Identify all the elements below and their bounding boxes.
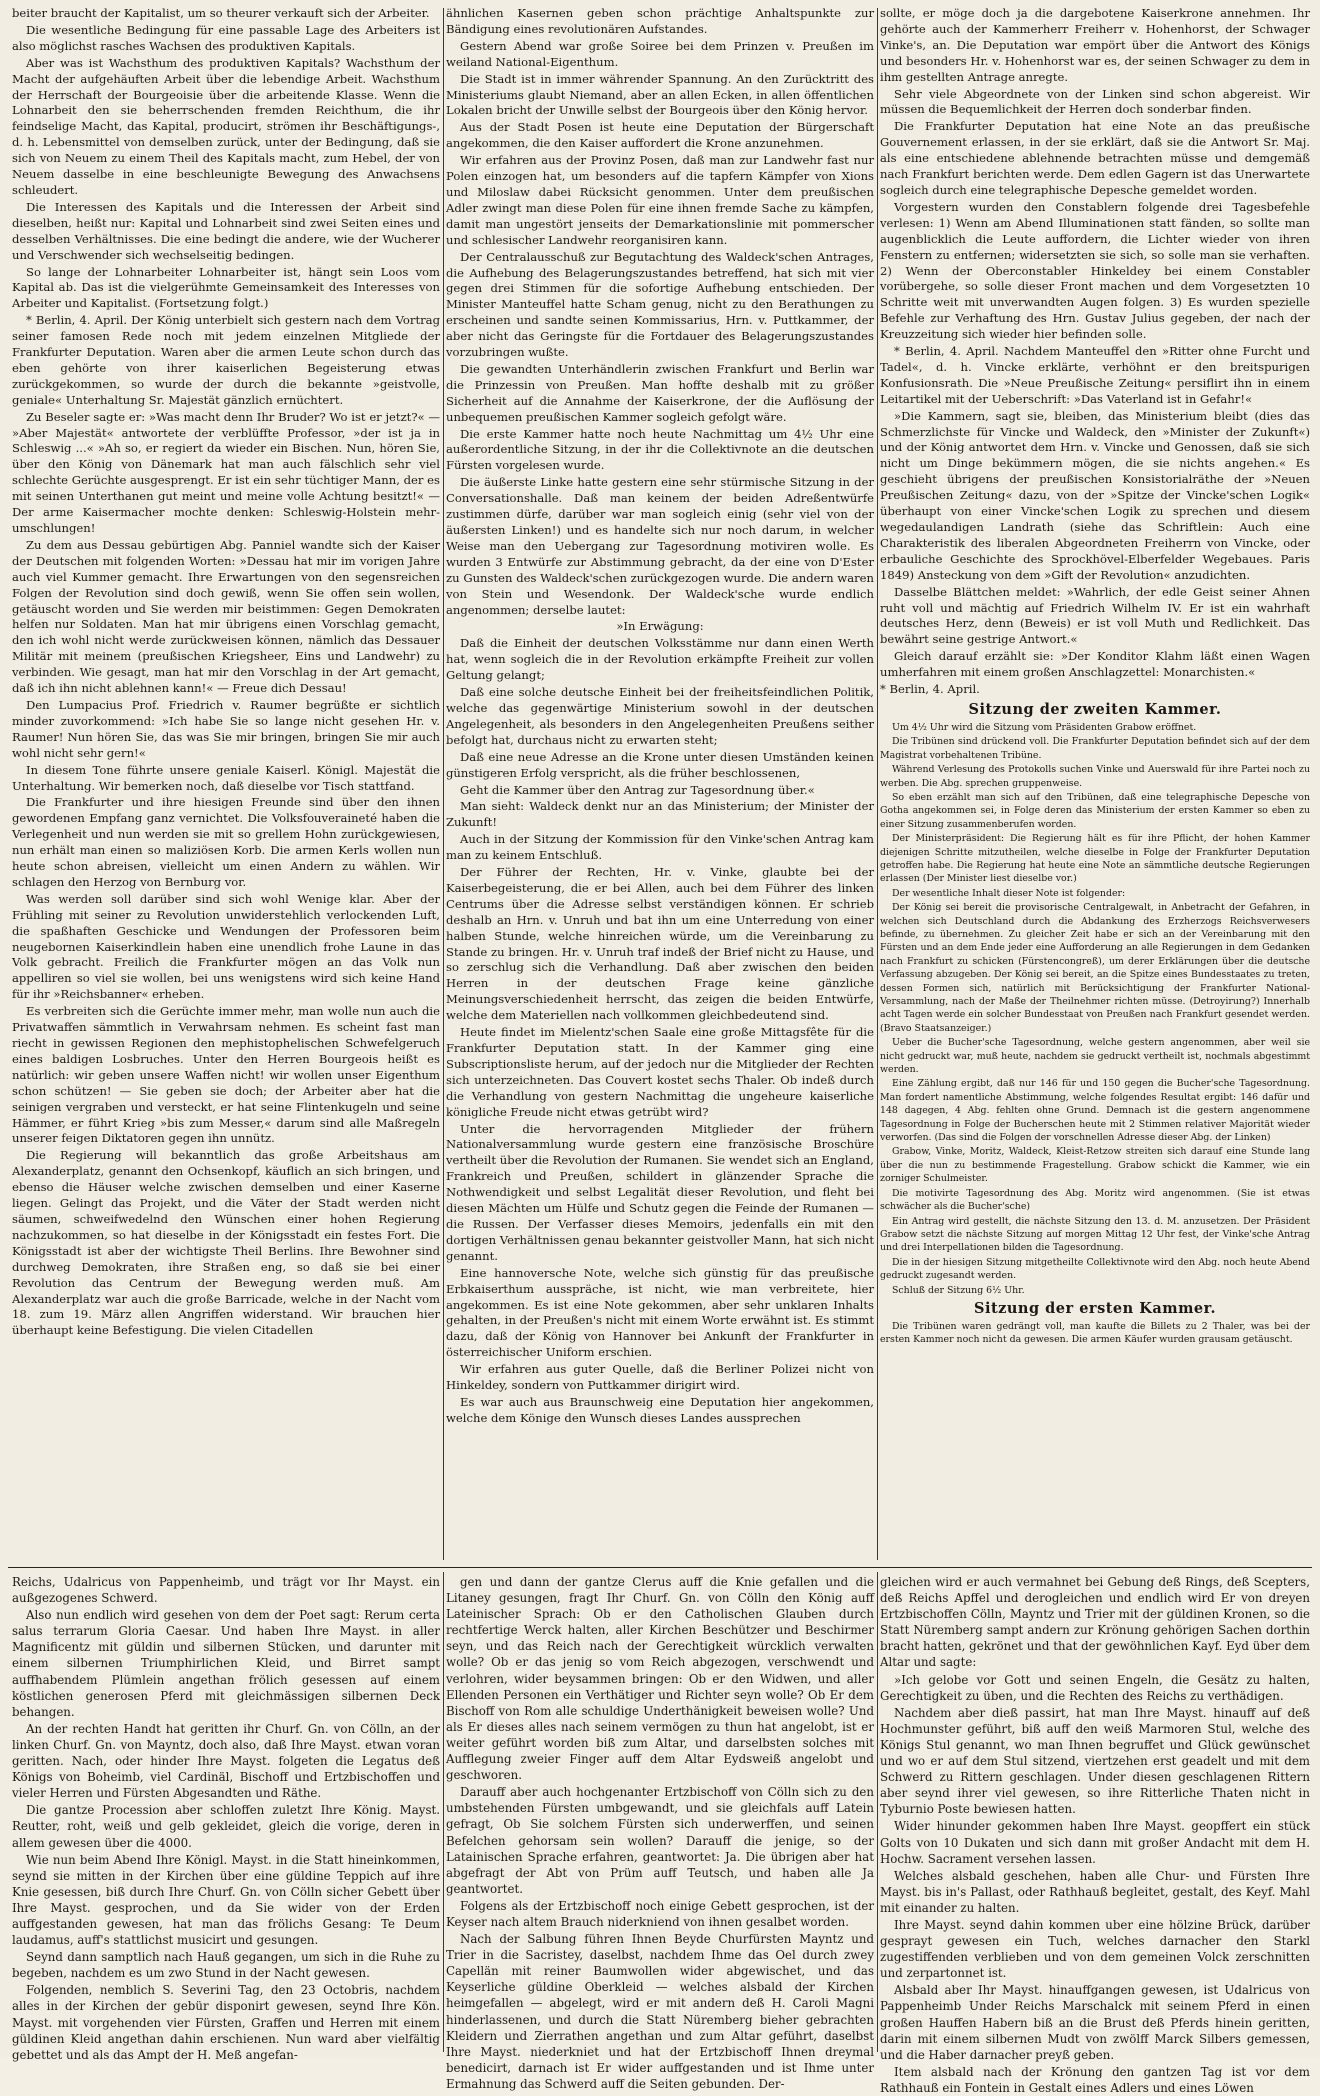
kammer1-heading: Sitzung der ersten Kammer. [973, 1299, 1217, 1317]
paragraph: »In Erwägung: [616, 619, 704, 634]
paragraph: Darauff aber auch hochgenanter Ertzbischoff von Cölln sich zu den umbstehenden Fürsten umbgewandt, und sie gleichfals auff Latein gefragt, Ob Sie solchem Fürsten sich underwerffen, und seinen Befelchen gehorsam sein wollen? Darauff die jenige, so der Latainischen Sprache erfahren, geantwortet: Ja. Die übrigen aber hat abgefragt der Abt von Prüm auff Teutsch, und haben alle Ja geantwortet. [446, 1785, 874, 1896]
bottom-column-1 [12, 1574, 440, 2062]
paragraph: Die äußerste Linke hatte gestern eine sehr stürmische Sitzung in der Conversationshalle. Daß man keinem der beiden Adreßentwürfe zustimmen dürfe, darüber war man sogleich einig (sehr viel von der äußersten Linken!) und es handelte sich nur noch darum, in welcher Weise man den Uebergang zur Tagesordnung motiviren wolle. Es wurden 3 Entwürfe zur Abstimmung gebracht, da der eine von D'Ester zu Gunsten des Waldeck'schen zurückgezogen wurde. Die andern waren von Stein und Wesendonk. Der Waldeck'sche wurde endlich angenommen; derselbe lautet: [446, 475, 874, 617]
paragraph: Zu Beseler sagte er: »Was macht denn Ihr Bruder? Wo ist er jetzt?« — »Aber Majestät« antwortete der verblüffte Professor, »der ist ja in Schleswig ...« »Ah so, er regiert da wieder ein Bischen. Nun, hören Sie, über den König von Dänemark hat man auch fälschlich sehr viel schlechte Gerüchte ausgesprengt. Er ist ein sehr tüchtiger Mann, der es mit seinen Unterthanen gut meint und meine volle Achtung besitzt!« — Der arme Kaisermacher mochte denken: Schleswig-Holstein mehr-umschlungen! [12, 409, 440, 535]
paragraph: Also nun endlich wird gesehen von dem der Poet sagt: Rerum certa salus terrarum Gloria Caesar. Und haben Ihre Mayst. in aller Magnificentz mit güldin und silbernen Stücken, und darunter mit einem silbernen Triumphirlichen Kleid, und Birret sampt auffhabendem Plümlein angethan frölich gesessen auf einem köstlichen generosen Pferd mit gleichmässigen silbernen Deck behangen. [12, 1608, 440, 1719]
paragraph: gleichen wird er auch vermahnet bei Gebung deß Rings, deß Scepters, deß Reichs Apffel und derogleichen und endlich wird Er von dreyen Ertzbischoffen Cölln, Mayntz und Trier mit der güldinen Kronen, so die Statt Nüremberg sampt andern zur Krönung gehörigen Sachen dorthin bracht hatten, gekrönet und that der gewöhnlichen Kayf. Eyd über dem Altar und sagte: [880, 1575, 1310, 1670]
report-paragraph: Die Tribünen waren gedrängt voll, man kaufte die Billets zu 2 Thaler, was bei der ersten Kammer noch nicht da gewesen. Die armen Käufer wurden grausam getäuscht. [880, 1320, 1310, 1346]
top-column-3 [880, 6, 1310, 1562]
paragraph: Nachdem aber dieß passirt, hat man Ihre Mayst. hinauff auf deß Hochmunster geführt, biß auff den weiß Marmoren Stul, welche des Königs Stul genannt, wo man Ihnen begruffet und Glück gewünschet und wo er auf dem Stul sitzend, viertzehen erst geadelt und mit dem Schwerd zu Rittern geschlagen. Under diesen geschlagenen Rittern aber seynd ihrer viel gewesen, so ihre Ritterliche Thaten nicht in Tyburnio Poste bewiesen hatten. [880, 1705, 1310, 1817]
paragraph: beiter braucht der Kapitalist, um so theurer verkauft sich der Arbeiter. [12, 6, 430, 20]
paragraph: Sehr viele Abgeordnete von der Linken sind schon abgereist. Wir müssen die Bequemlichkeit der Herren doch sonderbar finden. [880, 86, 1310, 117]
report-paragraph: Schluß der Sitzung 6½ Uhr. [892, 1284, 1025, 1296]
paragraph: Was werden soll darüber sind sich wohl Wenige klar. Aber der Frühling mit seiner zu Revolution unwiderstehlich verlockenden Luft, die spaßhaften Geschicke und Wendungen der Professoren beim neugebornen Kaiserkindlein haben eine unendlich frohe Laune in das Volk gebracht. Freilich die Frankfurter mögen an das Volk nun appelliren so viel sie wollen, bei uns wenigstens wird sich keine Hand für ihr »Reichsbanner« erheben. [12, 891, 440, 1002]
column-rule [877, 8, 878, 1560]
report-paragraph: Die in der hiesigen Sitzung mitgetheilte Collektivnote wird den Abg. noch heute Abend gedruckt zugesandt werden. [880, 1256, 1310, 1282]
top-column-1 [12, 6, 440, 1562]
report-paragraph: Die Tribünen sind drückend voll. Die Frankfurter Deputation befindet sich auf der dem Magistrat vorbehaltenen Tribüne. [880, 736, 1310, 761]
paragraph: Item alsbald nach der Krönung den gantzen Tag ist vor dem Rathhauß ein Fontein in Gestalt eines Adlers und eines Löwen [880, 2064, 1310, 2095]
report-paragraph: So eben erzählt man sich auf den Tribünen, daß eine telegraphische Depesche von Gotha angekommen sei, in Folge deren das Ministerium der ersten Kammer so eben zu einer Sitzung zusammenberufen worden. [880, 791, 1310, 830]
paragraph: Alsbald aber Ihr Mayst. hinauffgangen gewesen, ist Udalricus von Pappenheimb Under Reichs Marschalck mit seinem Pferd in einen großen Hauffen Habern biß an die Brust deß Pferds hinein geritten, darin mit einem silbernen Mudt von zwölff Marck Silbers gemessen, und die Haber darnacher preyß geben. [880, 1983, 1310, 2062]
bottom-column-2 [446, 1574, 874, 2091]
paragraph: Daß eine solche deutsche Einheit bei der freiheitsfeindlichen Politik, welche das gegenwärtige Ministerium sowohl in der deutschen Angelegenheit, als besonders in den Angelegenheiten Preußens seither befolgt hat, durchaus nicht zu erwarten steht; [446, 685, 874, 747]
paragraph: Den Lumpacius Prof. Friedrich v. Raumer begrüßte er sichtlich minder zuvorkommend: »Ich habe Sie so lange nicht gesehen Hr. v. Raumer! Nun hören Sie, das was Sie mir bringen, bringen Sie mir auch wohl nicht sehr gern!« [12, 697, 440, 760]
report-paragraph: Ueber die Bucher'sche Tagesordnung, welche gestern angenommen, aber weil sie nicht gedruckt war, muß heute, nachdem sie gedruckt vertheilt ist, nochmals abgestimmt werden. [880, 1037, 1310, 1076]
paragraph: Die Interessen des Kapitals und die Interessen der Arbeit sind dieselben, heißt nur: Kapital und Lohnarbeit sind zwei Seiten eines und desselben Verhältnisses. Die eine bedingt die andere, wie der Wucherer und Verschwender sich wechselseitig bedingen. [12, 199, 440, 262]
report-paragraph: Der wesentliche Inhalt dieser Note ist folgender: [892, 887, 1126, 899]
paragraph: Aber was ist Wachsthum des produktiven Kapitals? Wachsthum der Macht der aufgehäuften Arbeit über die lebendige Arbeit. Wachsthum der Herrschaft der Bourgeoisie über die arbeitende Klasse. Wenn die Lohnarbeit den sie beherrschenden fremden Reichthum, die ihr feindselige Macht, das Kapital, producirt, strömen ihr Beschäftigungs-, d. h. Lebensmittel von demselben zurück, unter der Bedingung, daß sie sich von Neuem zu einem Theil des Kapitals macht, zum Hebel, der von Neuem dasselbe in eine beschleunigte Bewegung des Anwachsens schleudert. [12, 55, 440, 197]
paragraph: Geht die Kammer über den Antrag zur Tagesordnung über.« [460, 782, 815, 797]
kammer1-report [880, 1320, 1310, 1347]
report-paragraph: Grabow, Vinke, Moritz, Waldeck, Kleist-Retzow streiten sich darauf eine Stunde lang über die nun zu bestimmende Fragestellung. Grabow schickt die Kammer, wie ein zorniger Schulmeister. [880, 1146, 1310, 1185]
paragraph: Die Frankfurter Deputation hat eine Note an das preußische Gouvernement erlassen, in der sie erklärt, daß sie die Antwort Sr. Maj. als eine entschiedene ablehnende betrachten müsse und demgemäß nach Frankfurt berichten werde. Dem edlen Gagern ist das Unerwartete sogleich durch eine telegraphische Depesche gemeldet worden. [880, 119, 1310, 197]
paragraph: Wider hinunder gekommen haben Ihre Mayst. geopffert ein stück Golts von 10 Dukaten und sich dann mit großer Andacht mit dem H. Hochw. Sacrament versehen lassen. [880, 1819, 1310, 1866]
report-paragraph: Der König sei bereit die provisorische Centralgewalt, in Anbetracht der Gefahren, in welchen sich Deutschland durch die Abdankung des Erzherzogs Reichsverwesers befinde, zu übernehmen. Zu gleicher Zeit habe er sich an der Vereinbarung mit den Fürsten und an dem Ende jeder eine Aufforderung an alle Regierungen in dem Gedanken nach Frankfurt zu schicken (Fürstencongreß), um derer Erklärungen über die deutsche Verfassung abzugeben. Der König sei bereit, an die Spitze eines Bundesstaates zu treten, dessen Formen sich, natürlich mit Berücksichtigung der Frankfurter National-Versammlung, nach der Maße der Theilnehmer richten müsse. (Detroyirung?) Innerhalb acht Tagen werde ein solcher Bundesstaat von Preußen nach Frankfurt gesendet werden. (Bravo Staatsanzeiger.) [880, 902, 1310, 1034]
report-paragraph: Um 4½ Uhr wird die Sitzung vom Präsidenten Grabow eröffnet. [892, 721, 1197, 733]
paragraph: So lange der Lohnarbeiter Lohnarbeiter ist, hängt sein Loos vom Kapital ab. Das ist die vielgerühmte Gemeinsamkeit des Interesses von Arbeiter und Kapitalist. (Fortsetzung folgt.) [12, 264, 440, 311]
paragraph: sollte, er möge doch ja die dargebotene Kaiserkrone annehmen. Ihr gehörte auch der Kammerherr Freiherr v. Hohenhorst, der Schwager Vinke's, an. Die Deputation war empört über die Antwort des Königs und besonders Hr. v. Hohenhorst war es, der seinen Schwager zu dem in ihm gestellten Antrage anregte. [880, 6, 1310, 84]
paragraph: Vorgestern wurden den Constablern folgende drei Tagesbefehle verlesen: 1) Wenn am Abend Illuminationen statt fänden, so sollte man augenblicklich die Leute auffordern, die Lichter wieder von ihren Fenstern zu entfernen; widersetzten sie sich, so solle man sie verhaften. 2) Wenn der Oberconstabler Hinkeldey bei einem Constabler vorübergehe, so solle dieser Front machen und dem Vorgesetzten 10 Schritte weit mit unverwandten Augen folgen. 3) Es wurden spezielle Befehle zur Verhaftung des Hrn. Gustav Julius gegeben, der nach der Kreuzzeitung sich wieder hier befinden solle. [880, 199, 1310, 342]
paragraph: Heute findet im Mielentz'schen Saale eine große Mittagsfête für die Frankfurter Deputation statt. In der Kammer ging eine Subscriptionsliste herum, auf der jedoch nur die Mitglieder der Rechten sich unterzeichneten. Das Couvert kostet sechs Thaler. Ob indeß durch die Verhandlung von gestern Nachmittag die ungeheure kaiserliche königliche Freude nicht etwas getrübt wird? [446, 1025, 874, 1119]
paragraph: Daß die Einheit der deutschen Volksstämme nur dann einen Werth hat, wenn sogleich die in der Revolution erkämpfte Freiheit zur vollen Geltung gelangt; [446, 636, 874, 683]
paragraph: * Berlin, 4. April. Der König unterbielt sich gestern nach dem Vortrag seiner famosen Rede noch mit jedem einzelnen Mitgliede der Frankfurter Deputation. Waren aber die armen Leute schon durch das eben gehörte von ihrer kaiserlichen Begeisterung etwas zurückgekommen, so wurde der durch die bekannte »geistvolle, geniale« Unterhaltung Sr. Majestät gänzlich ernüchtert. [12, 313, 440, 407]
top-column-3-articles [880, 6, 1310, 698]
paragraph: Dasselbe Blättchen meldet: »Wahrlich, der edle Geist seiner Ahnen ruht voll und mächtig auf Friedrich Wilhelm IV. Er ist ein wahrhaft deutsches Herz, denn (Beweis) er ist voll Muth und Redlichkeit. Das bewährt seine gestrige Antwort.« [880, 584, 1310, 647]
report-paragraph: Der Ministerpräsident: Die Regierung hält es für ihre Pflicht, der hohen Kammer diejenigen Schritte mitzutheilen, welche dieselbe in Folge der Frankfurter Deputation getroffen habe. Die Regierung hat heute eine Note an sämmtliche deutsche Regierungen erlassen (Der Minister liest dieselbe vor.) [880, 833, 1310, 885]
paragraph: * Berlin, 4. April. [880, 682, 980, 697]
kammer2-heading: Sitzung der zweiten Kammer. [968, 700, 1222, 718]
column-rule [443, 8, 444, 1560]
paragraph: Die erste Kammer hatte noch heute Nachmittag um 4½ Uhr eine außerordentliche Sitzung, in der ihr die Collektivnote an die deutschen Fürsten vorgelesen wurde. [446, 426, 874, 473]
paragraph: Wir erfahren aus guter Quelle, daß die Berliner Polizei nicht von Hinkeldey, sondern von Puttkammer dirigirt wird. [446, 1362, 874, 1393]
paragraph: gen und dann der gantze Clerus auff die Knie gefallen und die Litaney gesungen, fragt Ihr Churf. Gn. von Cölln den König auff Lateinischer Sprach: Ob er den Catholischen Glauben durch rechtfertige Werck halten, aller Kirchen Beschützer und Beschirmer seyn, und das Reich nach der Gerechtigkeit würcklich verwalten wolle? Ob er das jenig so vom Reich abgezogen, verschwendt und verlohren, wider beysammen bringen: Ob er den Widwen, und aller Ellenden Personen ein Verthätiger und Richter seyn wolle? Ob Er dem Bischoff von Rom alle schuldige Underthänigkeit beweisen wolle? Und als Er dieses alles nach seinem vermögen zu thun hat angelobt, ist er weiter geführt worden biß zum Altar, und darselbsten solches mit Aufflegung zweier Finger auff dem Altar Eydsweiß angelobt und geschworen. [446, 1575, 874, 1783]
paragraph: Der Führer der Rechten, Hr. v. Vinke, glaubte bei der Kaiserbegeisterung, die er bei Allen, auch bei dem Führer des linken Centrums über die Adresse selbst verständigen können. Er schrieb deshalb an Hrn. v. Unruh und bat ihn um eine Unterredung von einer halben Stunde, welche hinreichen würde, um die Vereinbarung zu Stande zu bringen. Hr. v. Unruh traf indeß der Brief nicht zu Hause, und so zerschlug sich die Verhandlung. Daß aber zwischen den beiden Herren in der deutschen Frage keine gänzliche Meinungsverschiedenheit herrscht, das zeigen die beiden Entwürfe, welche dem Materiellen nach vollkommen gleichbedeutend sind. [446, 865, 874, 1023]
report-paragraph: Die motivirte Tagesordnung des Abg. Moritz wird angenommen. (Sie ist etwas schwächer als die Bucher'sche) [880, 1187, 1310, 1213]
paragraph: Welches alsbald geschehen, haben alle Chur- und Fürsten Ihre Mayst. bis in's Pallast, oder Rathhauß begleitet, gestalt, des Keyf. Mahl mit einander zu halten. [880, 1868, 1310, 1915]
paragraph: Unter die hervorragenden Mitglieder der frühern Nationalversammlung wurde gestern eine französische Broschüre vertheilt über die Revolution der Rumanen. Sie wendet sich an England, Frankreich und Preußen, schildert in glänzender Sprache die Nothwendigkeit und selbst Legalität dieser Revolution, und fleht bei diesen Mächten um Hülfe und Schutz gegen die Feinde der Rumanen — die Russen. Der Verfasser dieses Memoirs, jedenfalls ein mit den dortigen Verhältnissen genau bekannter geistvoller Mann, hat sich nicht genannt. [446, 1121, 874, 1263]
paragraph: Gestern Abend war große Soiree bei dem Prinzen v. Preußen im weiland National-Eigenthum. [446, 38, 874, 69]
paragraph: Die Stadt ist in immer währender Spannung. An den Zurücktritt des Ministeriums glaubt Niemand, aber an allen Ecken, in allen öffentlichen Lokalen bricht der Unwille selbst der Bourgeois über den König hervor. [446, 71, 874, 118]
paragraph: Die Regierung will bekanntlich das große Arbeitshaus am Alexanderplatz, genannt den Ochsenkopf, käuflich an sich bringen, und ebenso die Häuser welche zwischen demselben und einer Kaserne liegen. Gelingt das Projekt, und die Väter der Stadt werden nicht säumen, schweifwedelnd den Wünschen einer hohen Regierung nachzukommen, so hat dieselbe in der Königsstadt ein festes Fort. Die Königsstadt ist aber der wichtigste Theil Berlins. Ihre Bewohner sind durchweg Demokraten, ihre Straßen eng, so daß sie bei einer Revolution das Centrum der Bewegung werden muß. Am Alexanderplatz war auch die große Barricade, welche in der Nacht vom 18. zum 19. März allen Angriffen widerstand. Wir brauchen hier überhaupt keine Befestigung. Die vielen Citadellen [12, 1148, 440, 1338]
paragraph: Nach der Salbung führen Ihnen Beyde Churfürsten Mayntz und Trier in die Sacristey, daselbst, nachdem Ihme das Oel durch zwey Capellän mit reiner Baumwollen wider abgewischet, und das Keyserliche güldine Oberkleid — welches alsbald der Kirchen heimgefallen — abgelegt, wird er mit andern deß H. Caroli Magni hinderlassenen, und durch die Statt Nüremberg bieher gebrachten Kleidern und Zierrathen angethan und zum Altar geführt, daselbst Ihre Mayst. niederkniet und hat der Ertzbischoff Ihnen dreymal benedicirt, darnach ist Er wider auffgestanden und ist Ihme unter Ermahnung das Schwerd auff die Seiten gebunden. Der- [446, 1932, 874, 2091]
paragraph: Man sieht: Waldeck denkt nur an das Ministerium; der Minister der Zukunft! [446, 799, 874, 830]
paragraph: Folgens als der Ertzbischoff noch einige Gebett gesprochen, ist der Keyser nach altem Brauch niderkniend von ihnen gesalbet worden. [446, 1898, 874, 1929]
column-rule [877, 1572, 878, 2052]
paragraph: Aus der Stadt Posen ist heute eine Deputation der Bürgerschaft angekommen, die den Kaiser auffordert die Krone anzunehmen. [446, 120, 874, 151]
section-divider [8, 1567, 1312, 1568]
paragraph: »Ich gelobe vor Gott und seinen Engeln, die Gesätz zu halten, Gerechtigkeit zu üben, und die Rechten des Reichs zu verthädigen. [880, 1672, 1310, 1703]
paragraph: Der Centralausschuß zur Begutachtung des Waldeck'schen Antrages, die Aufhebung des Belagerungszustandes betreffend, hat sich mit vier gegen drei Stimmen für die sofortige Aufhebung entschieden. Der Minister Manteuffel hatte Scham genug, nicht zu den Berathungen zu erscheinen und sandte seinen Kommissarius, Hrn. v. Puttkammer, der aber nicht das Geringste für die Fortdauer des Belagerungszustandes vorzubringen wußte. [446, 249, 874, 360]
kammer2-report [880, 721, 1310, 1297]
report-paragraph: Während Verlesung des Protokolls suchen Vinke und Auerswald für ihre Partei noch zu werben. Die Abg. sprechen gruppenweise. [880, 764, 1310, 789]
paragraph: Die gantze Procession aber schloffen zuletzt Ihre König. Mayst. Reutter, roht, weiß und gelb gekleidet, gleich die vorige, deren in allem gewesen über die 4000. [12, 1803, 440, 1850]
paragraph: Ihre Mayst. seynd dahin kommen uber eine hölzine Brück, darüber gesprayt gewesen ein Tuch, welches darnacher den Starkl zugestiffenden verblieben und von dem gemeinen Volck zerschnitten und zerpartonnet ist. [880, 1917, 1310, 1981]
top-column-2 [446, 6, 874, 1562]
paragraph: Seynd dann samptlich nach Hauß gegangen, um sich in die Ruhe zu begeben, nachdem es um zwo Stund in der Nacht gewesen. [12, 1950, 440, 1981]
report-paragraph: Eine Zählung ergibt, daß nur 146 für und 150 gegen die Bucher'sche Tagesordnung. Man fordert namentliche Abstimmung, welche folgendes Resultat ergibt: 146 dafür und 148 dagegen, 4 Abg. fehlten ohne Grund. Demnach ist die gestern angenommene Tagesordnung in Folge der Bucherschen heute mit 2 Stimmen relativer Majorität wieder verworfen. (Das sind die Folgen der vorschnellen Adresse dieser Abg. der Linken) [880, 1078, 1310, 1144]
paragraph: Eine hannoversche Note, welche sich günstig für das preußische Erbkaiserthum ausspräche, ist nicht, wie man verbreitete, hier angekommen. Es ist eine Note gekommen, aber sehr unklaren Inhalts gehalten, in der Preußen's nicht mit einem Worte erwähnt ist. Es stimmt dazu, daß der König von Hannover bei Ankunft der Frankfurter in österreichischer Uniform erschien. [446, 1265, 874, 1360]
paragraph: Wir erfahren aus der Provinz Posen, daß man zur Landwehr fast nur Polen einzogen hat, um besonders auf die tapfern Kämpfer von Xions und Miloslaw dabei Rücksicht genommen. Unter dem preußischen Adler zwingt man diese Polen für eine ihnen fremde Sache zu kämpfen, damit man ungestört jenseits der Demarkationslinie mit pommerscher und schlesischer Landwehr reorganisiren kann. [446, 153, 874, 247]
paragraph: In diesem Tone führte unsere geniale Kaiserl. Königl. Majestät die Unterhaltung. Wir bemerken noch, daß dieselbe vor Tisch stattfand. [12, 762, 440, 793]
paragraph: Gleich darauf erzählt sie: »Der Konditor Klahm läßt einen Wagen umherfahren mit einem großen Anschlagzettel: Monarchisten.« [880, 649, 1310, 680]
paragraph: Folgenden, nemblich S. Severini Tag, den 23 Octobris, nachdem alles in der Kirchen der gebür disponirt gewesen, seynd Ihre Kön. Mayst. mit vorgehenden vier Fürsten, Graffen und Herren mit einem güldinen Kleid angethan dahin erschienen. Nun ward aber vielfältig gebettet und als das Ampt der H. Meß angefan- [12, 1983, 440, 2062]
paragraph: Es verbreiten sich die Gerüchte immer mehr, man wolle nun auch die Privatwaffen sämmtlich in Verwahrsam nehmen. Es scheint fast man riecht in gewissen Regionen den mephistophelischen Schwefelgeruch eines baldigen Losbruches. Unter den Herren Bourgeois heißt es natürlich: wir geben unsere Waffen nicht! wir wollen unser Eigenthum schon schützen! — Sie geben sie doch; der Arbeiter aber hat die seinigen vergraben und versteckt, er hat seine Flintenkugeln und seine Hämmer, er führt Krieg »bis zum Messer,« darum sind alle Maßregeln unserer feigen Diktatoren gegen ihn unnütz. [12, 1004, 440, 1146]
paragraph: Die gewandten Unterhändlerin zwischen Frankfurt und Berlin war die Prinzessin von Preußen. Man hoffte deshalb mit zu größer Sicherheit auf die Annahme der Kaiserkrone, der die Auflösung der unbequemen preußischen Kammer sogleich gefolgt wäre. [446, 361, 874, 424]
bottom-column-3 [880, 1574, 1310, 2095]
paragraph: Wie nun beim Abend Ihre Königl. Mayst. in die Statt hineinkommen, seynd sie mitten in der Kirchen über eine güldine Teppich auf ihre Knie gesessen, biß durch Ihre Churf. Gn. von Cölln sicher Gebett über Ihre Mayst. gesprochen, und da Sie wider von der Erden auffgestanden gewesen, hat man das frölichs Gesang: Te Deum laudamus, auff's stattlichst musicirt und gesungen. [12, 1852, 440, 1948]
paragraph: * Berlin, 4. April. Nachdem Manteuffel den »Ritter ohne Furcht und Tadel«, d. h. Vincke erklärte, verhöhnt er den breitspurigen Konfusionsrath. Die »Neue Preußische Zeitung« persiflirt ihn in einem Leitartikel mit der Ueberschrift: »Das Vaterland ist in Gefahr!« [880, 344, 1310, 406]
paragraph: »Die Kammern, sagt sie, bleiben, das Ministerium bleibt (dies das Schmerzlichste für Vincke und Waldeck, den »Minister der Zukunft«) und der König antwortet dem Hrn. v. Vincke und Genossen, daß sie sich nicht um Dinge bekümmern mögen, die sie nichts angehen.« Es geschieht übrigens der preußischen Konsistorialräthe der »Neuen Preußischen Zeitung« dazu, von der »Spitze der Vincke'schen Logik« überhaupt von einer Vincke'schen Logik zu sprechen und diesem wegedaulandigen Landrath (siehe das Schriftlein: Auch eine Charakteristik des liberalen Abgeordneten Freiherrn von Vincke, oder erbauliche Geschichte des Sprockhövel-Elberfelder Wegebaues. Paris 1849) Ansteckung von dem »Gift der Revolution« anzudichten. [880, 408, 1310, 582]
paragraph: Auch in der Sitzung der Kommission für den Vinke'schen Antrag kam man zu keinem Entschluß. [446, 832, 874, 863]
paragraph: Die wesentliche Bedingung für eine passable Lage des Arbeiters ist also möglichst rasches Wachsen des produktiven Kapitals. [12, 22, 440, 53]
paragraph: Die Frankfurter und ihre hiesigen Freunde sind über den ihnen gewordenen Empfang ganz vernichtet. Die Volksfouveraineté haben die Verlegenheit und nun werden sie mit so grellem Hohn zurückgewiesen, nun erhält man einen so maliziösen Korb. Die armen Kerls wollen nun heute schon abreisen, vielleicht um einen Andern zu wählen. Wir schlagen den Herzog von Bernburg vor. [12, 795, 440, 889]
paragraph: Reichs, Udalricus von Pappenheimb, und trägt vor Ihr Mayst. ein außgezogenes Schwerd. [12, 1575, 440, 1606]
report-paragraph: Ein Antrag wird gestellt, die nächste Sitzung den 13. d. M. anzusetzen. Der Präsident Grabow setzt die nächste Sitzung auf morgen Mittag 12 Uhr fest, der Vinke'sche Antrag und drei Interpellationen bilden die Tagesordnung. [880, 1215, 1310, 1254]
paragraph: ähnlichen Kasernen geben schon prächtige Anhaltspunkte zur Bändigung eines revolutionären Aufstandes. [446, 6, 874, 36]
paragraph: An der rechten Handt hat geritten ihr Churf. Gn. von Cölln, an der linken Churf. Gn. von Mayntz, doch also, daß Ihre Mayst. etwan voran geritten. Nach, oder hinder Ihre Mayst. folgeten die Legatus deß Königs von Boheimb, viel Cardinäl, Bischoff und Ertzbischoffen und vieler Herren und Fürsten Abgesandten und Räthe. [12, 1721, 440, 1801]
column-rule [443, 1572, 444, 2052]
paragraph: Es war auch aus Braunschweig eine Deputation hier angekommen, welche dem Könige den Wunsch dieses Landes aussprechen [446, 1394, 874, 1425]
paragraph: Daß eine neue Adresse an die Krone unter diesen Umständen keinen günstigeren Erfolg verspricht, als die früher beschlossenen, [446, 749, 874, 780]
paragraph: Zu dem aus Dessau gebürtigen Abg. Panniel wandte sich der Kaiser der Deutschen mit folgenden Worten: »Dessau hat mir im vorigen Jahre auch viel Kummer gemacht. Ihre Erwartungen von den segensreichen Folgen der Revolution sind doch gewiß, wenn Sie offen sein wollen, getäuscht worden und Sie werden mir beistimmen: Gegen Demokraten helfen nur Soldaten. Man hat mir übrigens einen Vorschlag gemacht, den ich wohl nicht werde zurückweisen können, nämlich das Dessauer Militär mit meinem (preußischen Kriegsheer, Eins und Landwehr) zu verbinden. Wie gesagt, man hat mir den Vorschlag in der Art gemacht, daß ich ihn nicht ablehnen kann!« — Freue dich Dessau! [12, 537, 440, 696]
